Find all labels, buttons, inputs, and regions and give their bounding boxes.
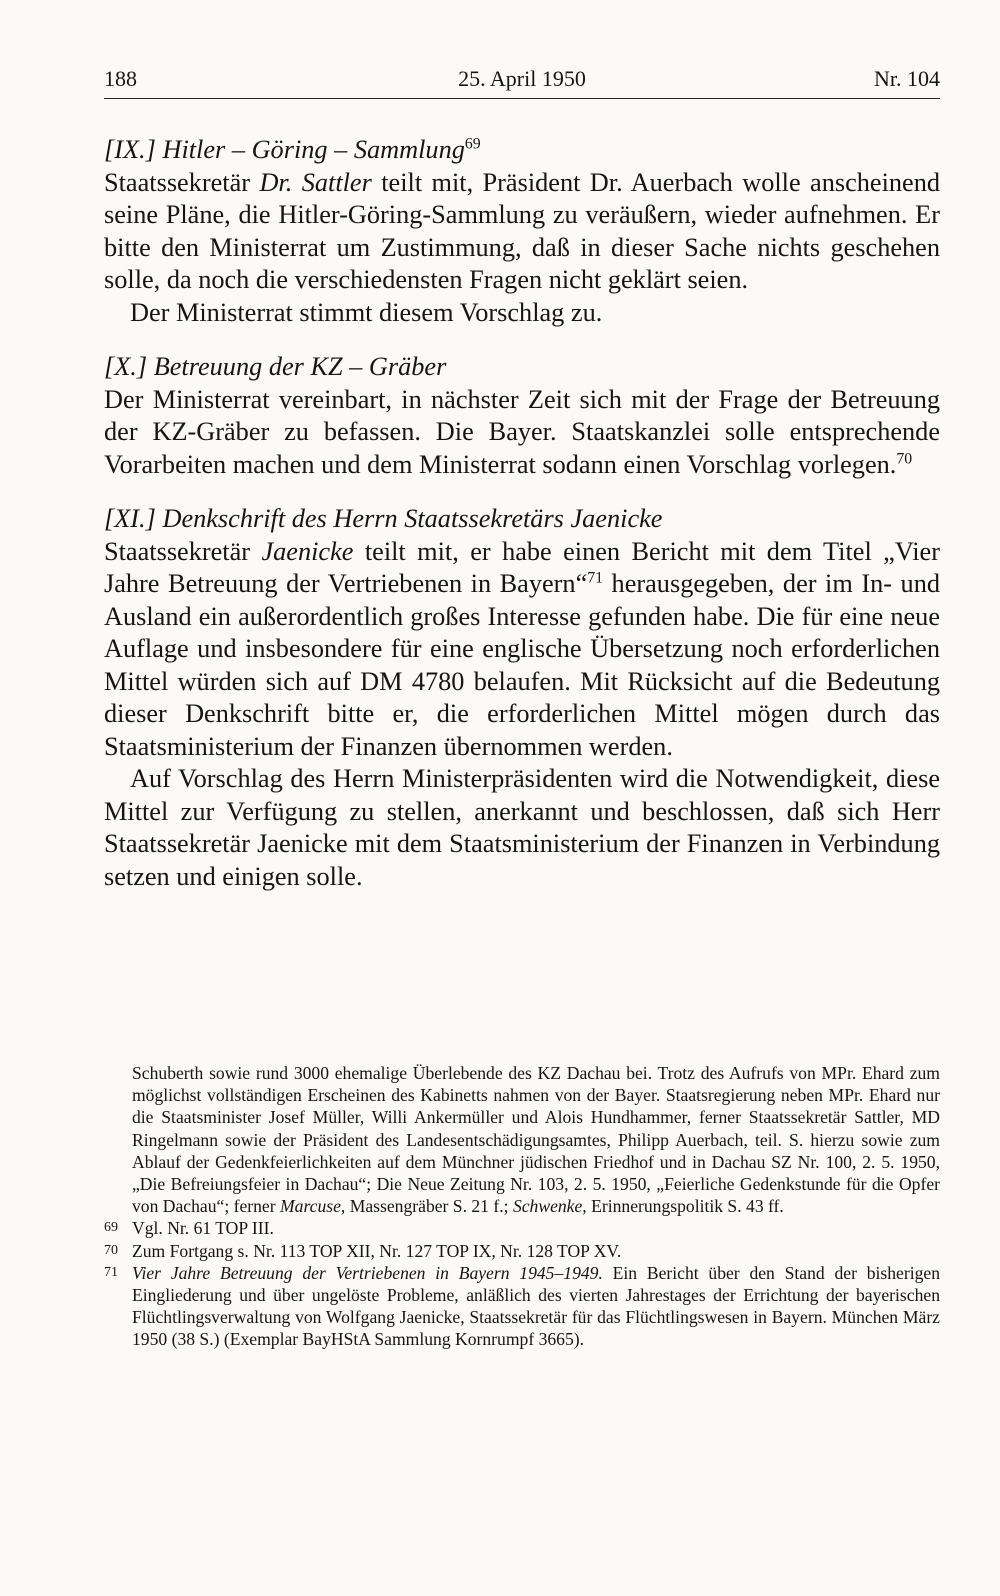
person-name: Dr. Sattler [259, 167, 372, 197]
person-name: Jaenicke [261, 536, 354, 566]
main-text [104, 134, 940, 893]
running-header [104, 64, 940, 99]
footnote-continued: Schuberth sowie rund 3000 ehemalige Überlebende des KZ Dachau bei. Trotz des Aufrufs von MPr. Ehard zum möglichst vollständigen Erscheinen des Kabinetts nahmen von der Bayer. Staatsregierung neben MPr. Ehard nur die Staatsminister Josef Müller, Willi Ankermüller und Alois Hundhammer, ferner Staatssekretär Sattler, MD Ringelmann sowie der Präsident des Landesentschädigungsamtes, Philipp Auerbach, teil. S. hierzu sowie zum Ablauf der Gedenkfeierlichkeiten auf dem Münchner jüdischen Friedhof und in Dachau SZ Nr. 100, 2. 5. 1950, „Die Befreiungsfeier in Dachau“; Die Neue Zeitung Nr. 103, 2. 5. 1950, „Feierliche Gedenkstunde für die Opfer von Dachau“; ferner Marcuse, Massengräber S. 21 f.; Schwenke, Erinnerungspolitik S. 43 ff. [132, 1063, 940, 1217]
paragraph: Der Ministerrat vereinbart, in nächster Zeit sich mit der Frage der Betreuung der KZ-Gräber zu befassen. Die Bayer. Staatskanzlei solle entsprechende Vorarbeiten machen und dem Ministerrat sodann einen Vorschlag vorlegen.$^{70}$ [104, 384, 940, 479]
footnote-70: 70 Zum Fortgang s. Nr. 113 TOP XII, Nr. 127 TOP IX, Nr. 128 TOP XV. [104, 1240, 622, 1261]
section-title: Denkschrift des Herrn Staatssekretärs Jaenicke [162, 504, 663, 533]
footnote-number: 71 [104, 1264, 118, 1280]
section-heading-x [104, 351, 940, 384]
section-heading-xi [104, 503, 940, 536]
section-number: [IX.] [104, 135, 156, 164]
footnote-number: 70 [104, 1242, 118, 1258]
footnote-69: 69 Vgl. Nr. 61 TOP III. [104, 1218, 274, 1239]
paragraph: Staatssekretär Jaenicke teilt mit, er habe einen Bericht mit dem Titel „Vier Jahre Betreuung der Vertriebenen in Bayern“$^{71}$ herausgegeben, der im In- und Ausland ein außerordentlich großes Interesse gefunden habe. Die für eine neue Auflage und insbesondere für eine englische Übersetzung noch erforderlichen Mittel würden sich auf DM 4780 belaufen. Mit Rücksicht auf die Bedeutung dieser Denkschrift bitte er, die erforderlichen Mittel mögen durch das Staatsministerium der Finanzen übernommen werden. [104, 536, 940, 761]
header-date: 25. April 1950 [458, 66, 586, 91]
section-heading-ix [104, 134, 940, 167]
footnote-ref: 70 [896, 450, 913, 468]
footnote-ref: 69 [464, 135, 481, 153]
paragraph: Der Ministerrat stimmt diesem Vorschlag zu. [130, 297, 603, 327]
footnote-ref: 71 [587, 569, 604, 587]
footnote-71: 71 Vier Jahre Betreuung der Vertriebenen in Bayern 1945–1949. Ein Bericht über den Stand der bisherigen Eingliederung und über ungelöste Probleme, anläßlich des vierten Jahrestages der Errichtung der bayerischen Flüchtlingsverwaltung von Wolfgang Jaenicke, Staatssekretär für das Flüchtlingswesen in Bayern. München März 1950 (38 S.) (Exemplar BayHStA Sammlung Kornrumpf 3665). [104, 1262, 940, 1350]
footnotes [104, 1062, 940, 1351]
footnote-number: 69 [104, 1220, 118, 1236]
paragraph: Staatssekretär Dr. Sattler teilt mit, Präsident Dr. Auerbach wolle anscheinend seine Pläne, die Hitler-Göring-Sammlung zu veräußern, wieder aufnehmen. Er bitte den Ministerrat um Zustimmung, daß in dieser Sache nichts geschehen solle, da noch die verschiedensten Fragen nicht geklärt seien. [104, 167, 941, 294]
section-title: Hitler – Göring – Sammlung [162, 135, 465, 164]
section-number: [X.] [104, 352, 148, 381]
header-issue: Nr. 104 [874, 66, 940, 91]
section-title: Betreuung der KZ – Gräber [153, 352, 447, 381]
paragraph: Auf Vorschlag des Herrn Ministerpräsidenten wird die Notwendigkeit, diese Mittel zur Verfügung zu stellen, anerkannt und beschlossen, daß sich Herr Staatssekretär Jaenicke mit dem Staatsministerium der Finanzen in Verbindung setzen und einigen solle. [104, 764, 940, 891]
page-number: 188 [104, 66, 137, 91]
section-number: [XI.] [104, 504, 156, 533]
